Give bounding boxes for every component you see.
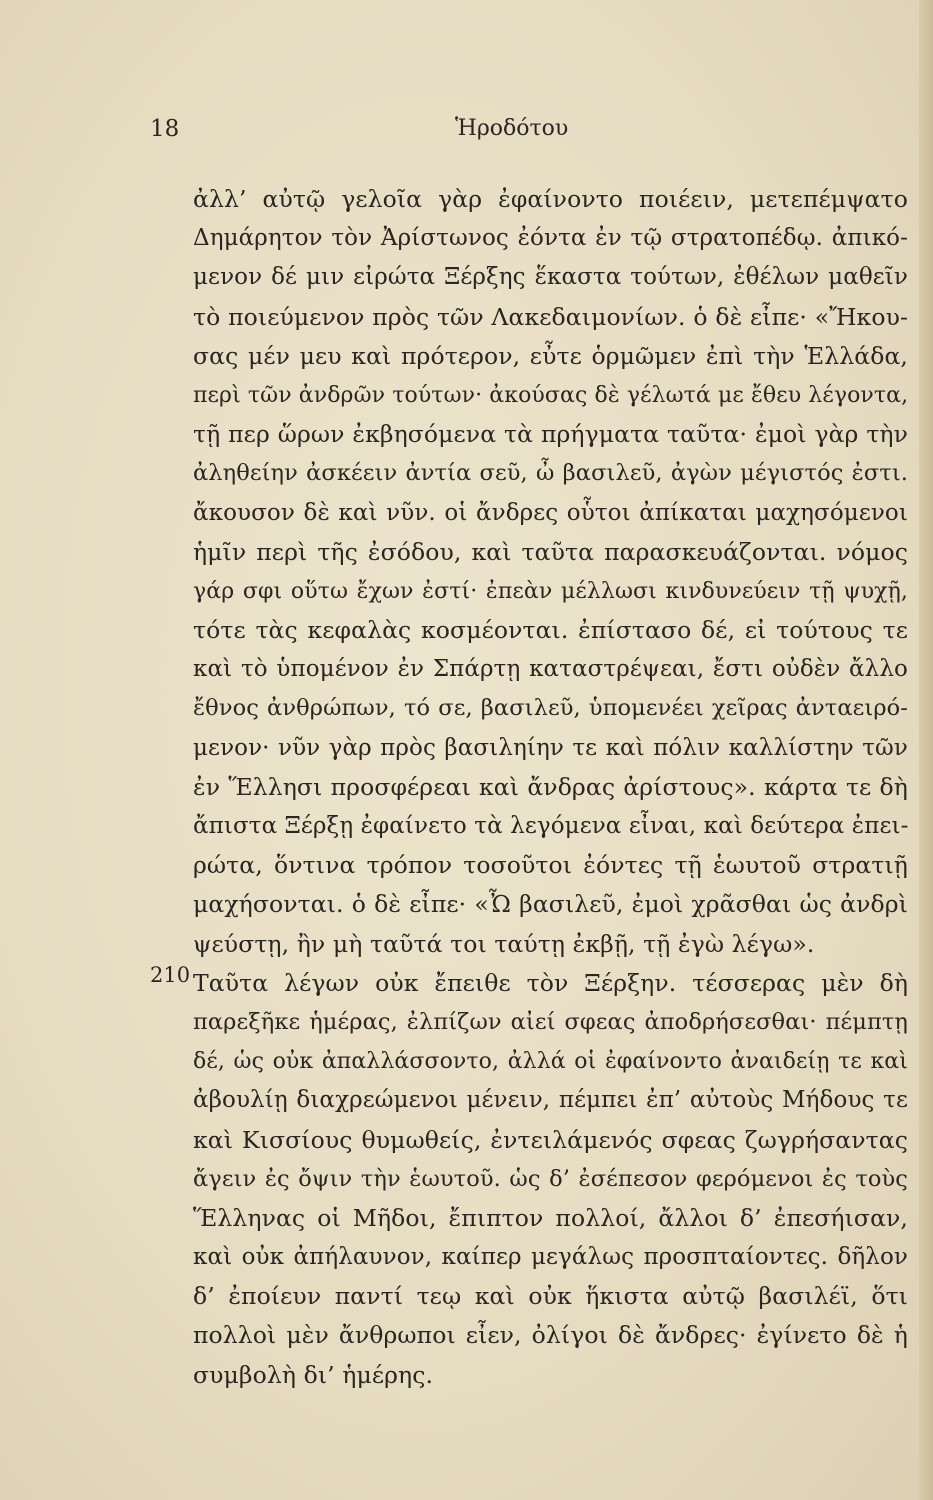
text-line: τὸ ποιεύμενον πρὸς τῶν Λακεδαιμονίων. ὁ δὲ εἶπε· «Ἤκου- [193, 302, 908, 331]
page-header [0, 116, 933, 148]
text-line: ἄκουσον δὲ καὶ νῦν. οἱ ἄνδρες οὗτοι ἀπίκαται μαχησόμενοι [193, 499, 908, 526]
text-line: καὶ οὐκ ἀπήλαυνον, καίπερ μεγάλως προσπταίοντες. δῆλον [193, 1244, 908, 1271]
section-number: 210 [150, 963, 191, 987]
text-line: τῇ περ ὥρων ἐκβησόμενα τὰ πρήγματα ταῦτα· ἐμοὶ γὰρ τὴν [193, 420, 908, 449]
text-line: ἔθνος ἀνθρώπων, τό σε, βασιλεῦ, ὑπομενέει χεῖρας ἀνταειρό- [193, 695, 908, 722]
text-line: ρώτα, ὅντινα τρόπον τοσοῦτοι ἐόντες τῇ ἑωυτοῦ στρατιῇ [193, 851, 908, 880]
text-line: ἄπιστα Ξέρξῃ ἐφαίνετο τὰ λεγόμενα εἶναι, καὶ δεύτερα ἐπει- [193, 813, 908, 839]
text-line: ἡμῖν περὶ τῆς ἐσόδου, καὶ ταῦτα παρασκευάζονται. νόμος [193, 537, 908, 566]
running-title: Ἡροδότου [455, 116, 569, 141]
text-line: σας μέν μευ καὶ πρότερον, εὖτε ὁρμῶμεν ἐπὶ τὴν Ἑλλάδα, [193, 341, 908, 370]
body-text [193, 180, 908, 1395]
page-number: 18 [150, 116, 180, 142]
text-line: μενον δέ μιν εἰρώτα Ξέρξης ἕκαστα τούτων, ἐθέλων μαθεῖν [193, 264, 908, 291]
text-line: ἀλλ’ αὐτῷ γελοῖα γὰρ ἐφαίνοντο ποιέειν, μετεπέμψατο [193, 185, 908, 213]
text-line: συμβολὴ δι’ ἡμέρης. [193, 1360, 434, 1389]
page-edge [919, 0, 933, 1500]
text-line: μενον· νῦν γὰρ πρὸς βασιληίην τε καὶ πόλιν καλλίστην τῶν [193, 734, 908, 761]
text-line: καὶ τὸ ὑπομένον ἐν Σπάρτῃ καταστρέψεαι, ἔστι οὐδὲν ἄλλο [193, 656, 908, 683]
text-line: ψεύστῃ, ἢν μὴ ταῦτά τοι ταύτῃ ἐκβῇ, τῇ ἐγὼ λέγω». [193, 929, 815, 958]
text-line: ἀληθείην ἀσκέειν ἀντία σεῦ, ὦ βασιλεῦ, ἀγὼν μέγιστός ἐστι. [193, 460, 908, 487]
text-line: περὶ τῶν ἀνδρῶν τούτων· ἀκούσας δὲ γέλωτά με ἔθευ λέγοντα, [193, 382, 908, 408]
text-line: καὶ Κισσίους θυμωθείς, ἐντειλάμενός σφεας ζωγρήσαντας [193, 1125, 908, 1154]
text-line: ἀβουλίῃ διαχρεώμενοι μένειν, πέμπει ἐπ’ αὐτοὺς Μήδους τε [193, 1087, 908, 1114]
text-line: δέ, ὡς οὐκ ἀπαλλάσσοντο, ἀλλά οἱ ἐφαίνοντο ἀναιδείῃ τε καὶ [193, 1049, 908, 1075]
text-line: πολλοὶ μὲν ἄνθρωποι εἶεν, ὀλίγοι δὲ ἄνδρες· ἐγίνετο δὲ ἡ [193, 1321, 908, 1350]
text-line: δ’ ἐποίευν παντί τεῳ καὶ οὐκ ἥκιστα αὐτῷ βασιλέϊ, ὅτι [193, 1282, 908, 1311]
text-line: παρεξῆκε ἡμέρας, ἐλπίζων αἰεί σφεας ἀποδρήσεσθαι· πέμπτῃ [193, 1008, 908, 1035]
text-line: ἐν Ἕλλησι προσφέρεαι καὶ ἄνδρας ἀρίστους». κάρτα τε δὴ [193, 772, 908, 801]
text-line: γάρ σφι οὕτω ἔχων ἐστί· ἐπεὰν μέλλωσι κινδυνεύειν τῇ ψυχῇ, [193, 578, 908, 604]
text-line: τότε τὰς κεφαλὰς κοσμέονται. ἐπίστασο δέ, εἰ τούτους τε [193, 616, 908, 645]
text-line: ἄγειν ἐς ὄψιν τὴν ἑωυτοῦ. ὡς δ’ ἐσέπεσον φερόμενοι ἐς τοὺς [193, 1165, 908, 1192]
text-line: μαχήσονται. ὁ δὲ εἶπε· «Ὦ βασιλεῦ, ἐμοὶ χρᾶσθαι ὡς ἀνδρὶ [193, 890, 908, 919]
text-line: Δημάρητον τὸν Ἀρίστωνος ἐόντα ἐν τῷ στρατοπέδῳ. ἀπικό- [193, 225, 908, 252]
text-line: Ταῦτα λέγων οὐκ ἔπειθε τὸν Ξέρξην. τέσσερας μὲν δὴ [193, 968, 908, 997]
text-line: Ἕλληνας οἱ Μῆδοι, ἔπιπτον πολλοί, ἄλλοι δ’ ἐπεσήισαν, [193, 1203, 908, 1232]
